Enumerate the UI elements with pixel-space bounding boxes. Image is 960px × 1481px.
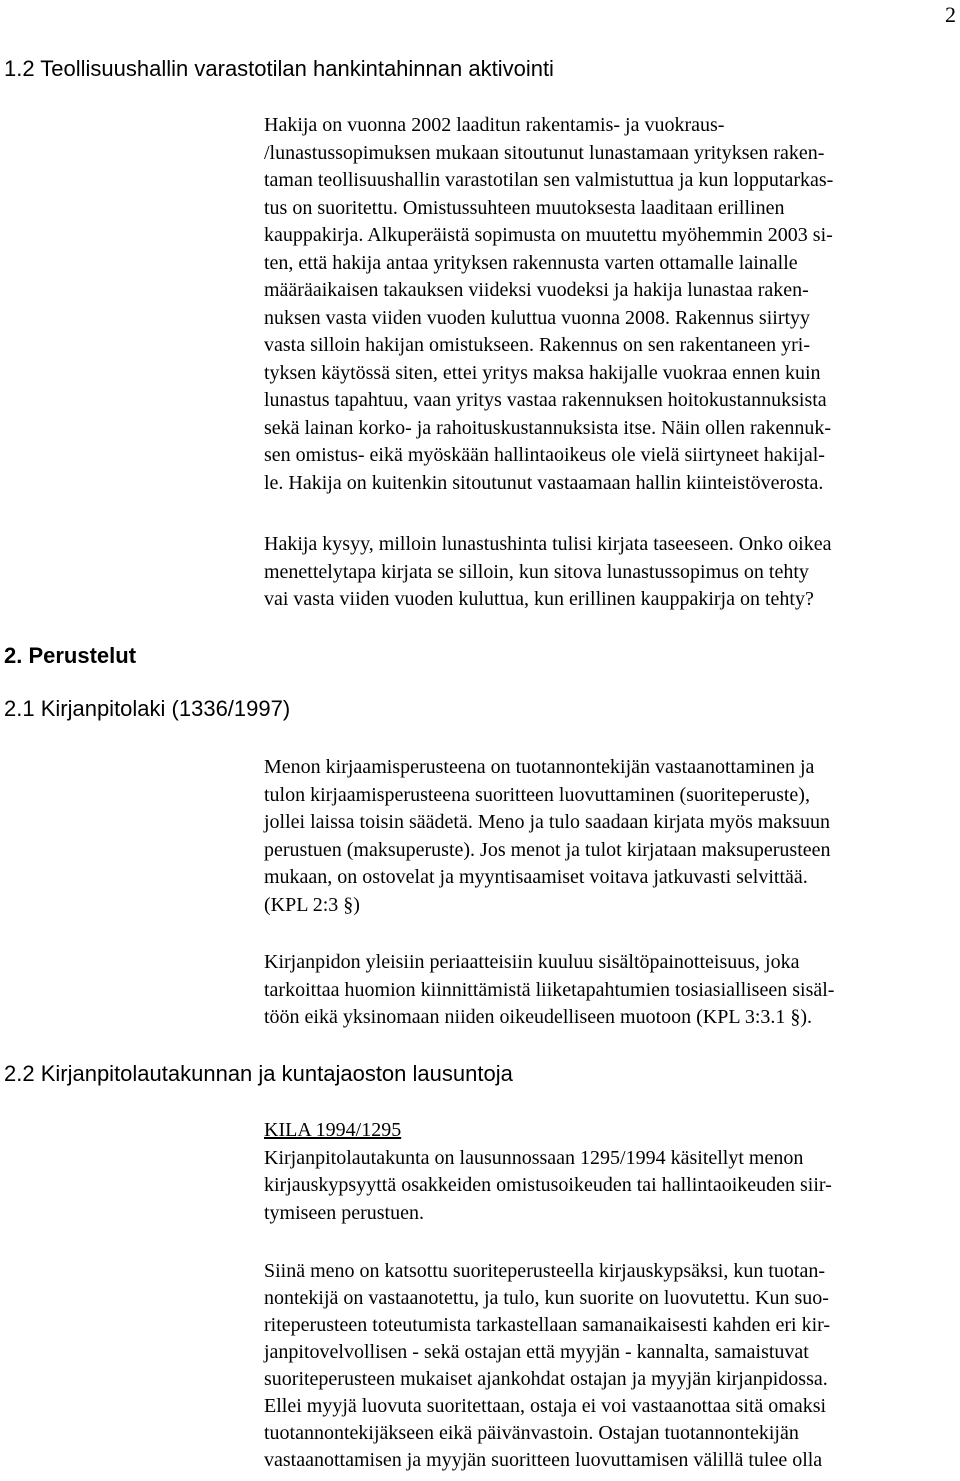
page-number: 2 [945,2,956,27]
text-line: Menon kirjaamisperusteena on tuotannontekijän vastaanottaminen ja [264,756,815,778]
text-line: tulon kirjaamisperusteena suoritteen luovuttaminen (suoriteperuste), [264,783,810,806]
text-line: Ellei myyjä luovuta suoritettaan, ostaja ei voi vastaanottaa sitä omaksi [264,1395,827,1417]
text-line: vai vasta viiden vuoden kuluttua, kun erillinen kauppakirja on tehty? [264,588,814,610]
text-line: määräaikaisen takauksen viideksi vuodeksi ja hakija lunastaa raken- [264,279,809,301]
section-heading-1-2: 1.2 Teollisuushallin varastotilan hankintahinnan aktivointi [4,56,554,81]
text-line: jollei laissa toisin säädetä. Meno ja tulo saadaan kirjata myös maksuun [264,811,830,833]
text-line: menettelytapa kirjata se silloin, kun sitova lunastussopimus on tehty [264,560,809,583]
text-line: tuotannontekijäkseen eikä päivänvastoin. Ostajan tuotannontekijän [264,1422,799,1444]
text-line: nuksen vasta viiden vuoden kuluttua vuonna 2008. Rakennus siirtyy [264,306,811,329]
text-line: Hakija on vuonna 2002 laaditun rakentamis- ja vuokraus- [264,114,725,136]
paragraph-intro [264,112,960,497]
paragraph-law-2-3 [264,754,960,919]
section-heading-2-1: 2.1 Kirjanpitolaki (1336/1997) [4,696,291,721]
text-line: Kirjanpidon yleisiin periaatteisiin kuuluu sisältöpainotteisuus, joka [264,951,800,973]
text-line: vastaanottamisen ja myyjän suoritteen luovuttamisen välillä tulee olla [264,1449,823,1471]
text-line: sekä lainan korko- ja rahoituskustannuksista itse. Näin ollen rakennuk- [264,416,832,439]
text-line: (KPL 2:3 §) [264,893,360,916]
text-line: Siinä meno on katsottu suoriteperusteella kirjauskypsäksi, kun tuotan- [264,1260,826,1282]
text-line: tymiseen perustuen. [264,1201,424,1224]
text-line: tarkoittaa huomion kiinnittämistä liiketapahtumien tosiasialliseen sisäl- [264,978,835,1001]
text-line: taman teollisuushallin varastotilan sen valmistuttua ja kun lopputarkas- [264,169,834,191]
text-line: töön eikä yksinomaan niiden oikeudelliseen muotoon (KPL 3:3.1 §). [264,1006,813,1028]
text-line: tus on suoritettu. Omistussuhteen muutoksesta laaditaan erillinen [264,196,785,219]
paragraph-question [264,531,960,614]
text-line: riteperusteen toteutumista tarkastellaan samanaikaisesti kahden eri kir- [264,1314,831,1336]
text-line: kirjauskypsyyttä osakkeiden omistusoikeuden tai hallintaoikeuden siir- [264,1174,832,1196]
text-line: kauppakirja. Alkuperäistä sopimusta on muutettu myöhemmin 2003 si- [264,224,833,246]
text-line: Kirjanpitolautakunta on lausunnossaan 1295/1994 käsitellyt menon [264,1146,804,1169]
paragraph-law-3-3 [264,949,960,1032]
paragraph-kila-body [264,1258,960,1474]
text-line: janpitovelvollisen - sekä ostajan että myyjän - kannalta, samaistuvat [264,1341,809,1363]
section-heading-2-2: 2.2 Kirjanpitolautakunnan ja kuntajaoston lausuntoja [4,1061,513,1086]
text-line: vasta silloin hakijan omistukseen. Rakennus on sen rakentaneen yri- [264,334,810,356]
text-line: ten, että hakija antaa yrityksen rakennusta varten ottamalle lainalle [264,251,798,274]
text-line: lunastus tapahtuu, vaan yritys vastaa rakennuksen hoitokustannuksista [264,389,827,411]
text-line: sen omistus- eikä myöskään hallintaoikeus ole vielä siirtyneet hakijal- [264,444,825,466]
text-line: le. Hakija on kuitenkin sitoutunut vastaamaan hallin kiinteistöverosta. [264,471,824,494]
paragraph-kila-ref [264,1117,960,1227]
text-line: perustuen (maksuperuste). Jos menot ja tulot kirjataan maksuperusteen [264,838,831,861]
text-line: mukaan, on ostovelat ja myyntisaamiset voitava jatkuvasti selvittää. [264,866,808,888]
text-line: suoriteperusteen mukaiset ajankohdat ostajan ja myyjän kirjanpidossa. [264,1368,828,1390]
text-line: Hakija kysyy, milloin lunastushinta tulisi kirjata taseeseen. Onko oikea [264,533,832,555]
text-line: /lunastussopimuksen mukaan sitoutunut lunastamaan yrityksen raken- [264,141,825,164]
section-heading-2: 2. Perustelut [4,643,137,668]
text-line: tyksen käytössä siten, ettei yritys maksa hakijalle vuokraa ennen kuin [264,361,821,384]
text-line: nontekijä on vastaanotettu, ja tulo, kun suorite on luovutettu. Kun suo- [264,1287,829,1309]
kila-reference: KILA 1994/1295 [264,1119,402,1141]
